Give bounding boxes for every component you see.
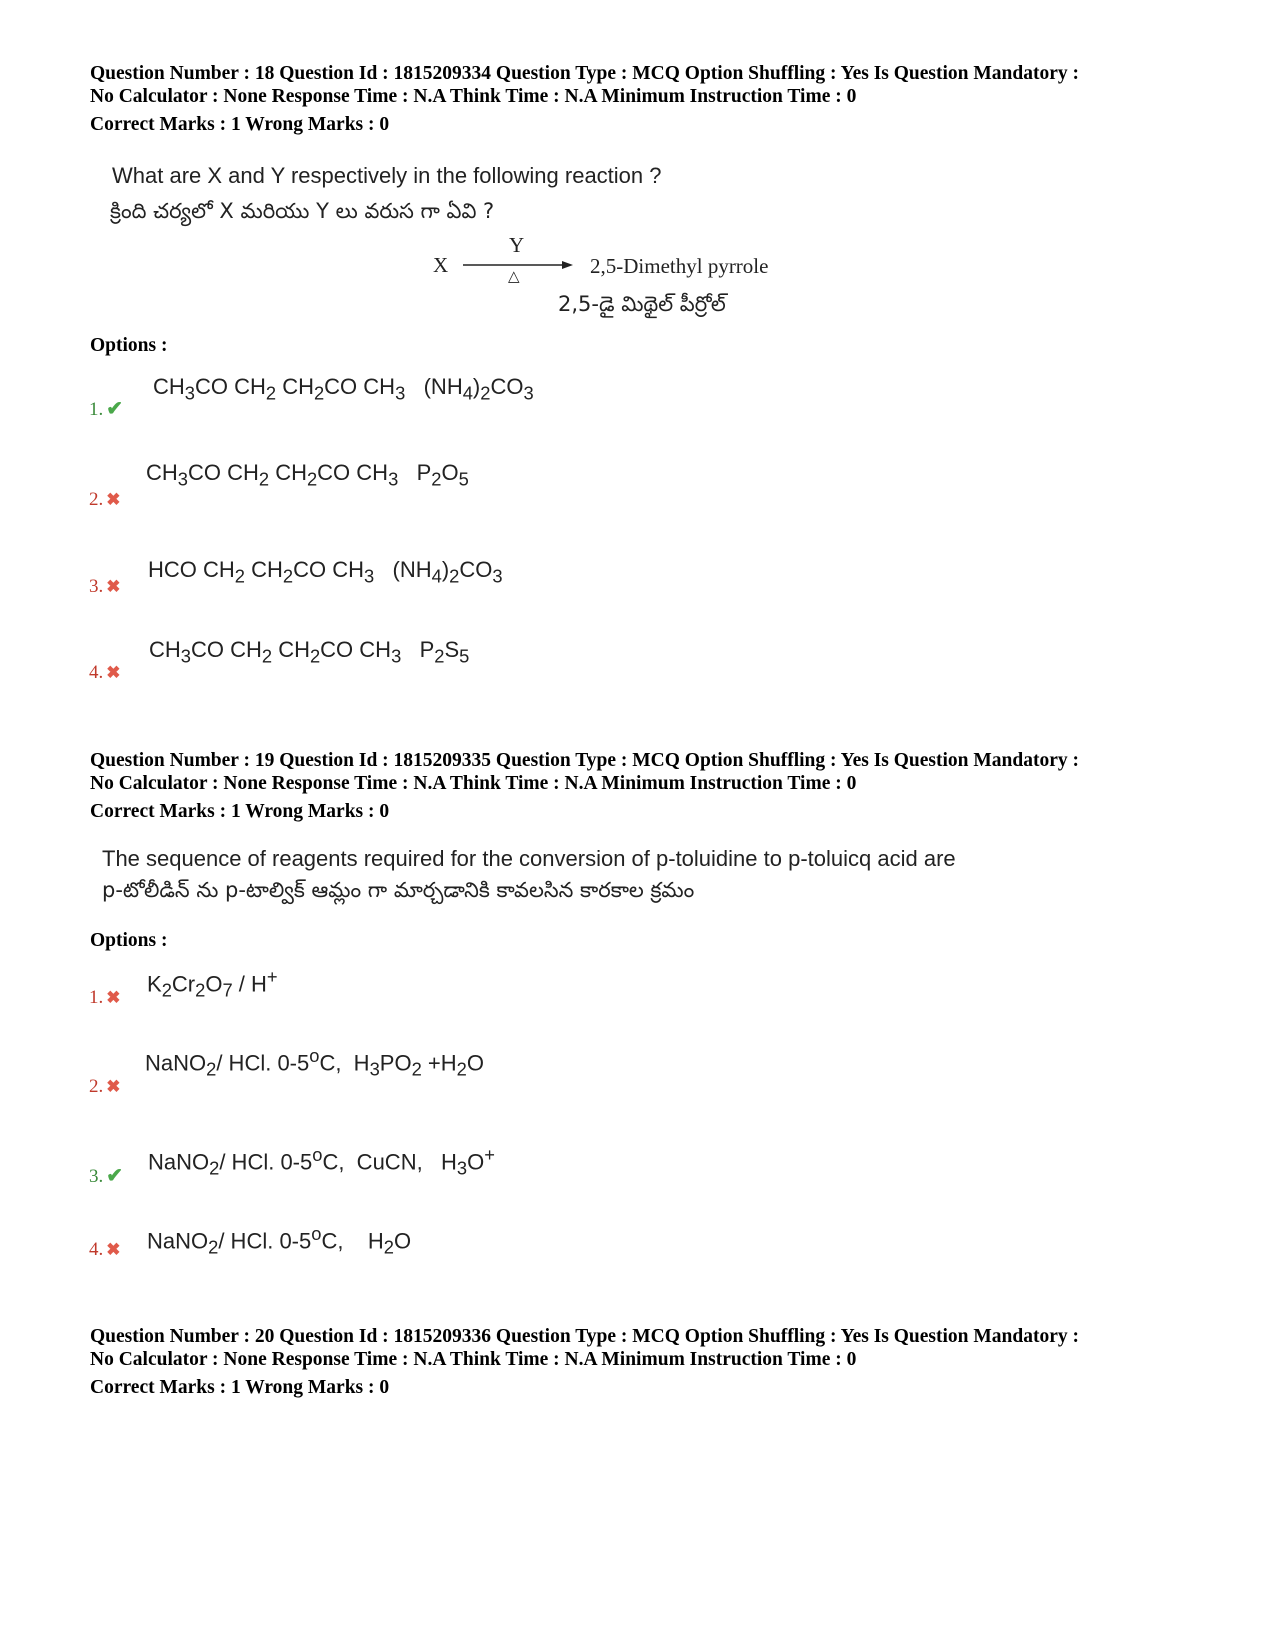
check-icon: ✔ <box>106 1165 124 1187</box>
option-number: 4. ✖ <box>89 1239 121 1260</box>
question-marks: Correct Marks : 1 Wrong Marks : 0 <box>90 801 390 822</box>
option-formula: $CH_3CO$ $CH_2$ $CH_2CO$ $CH_3$ $P_2S_5$ <box>149 637 470 667</box>
option-number: 3. ✖ <box>89 576 121 597</box>
cross-icon: ✖ <box>106 1077 121 1096</box>
question-meta-line1: Question Number : 20 Question Id : 1815209336 Question Type : MCQ Option Shuffling : Yes Is Question Mandatory : <box>90 1326 1079 1347</box>
question-meta-line2: No Calculator : None Response Time : N.A Think Time : N.A Minimum Instruction Time : 0 <box>90 773 857 794</box>
question-marks: Correct Marks : 1 Wrong Marks : 0 <box>90 1377 390 1398</box>
question-meta-line2: No Calculator : None Response Time : N.A Think Time : N.A Minimum Instruction Time : 0 <box>90 86 857 107</box>
option-formula: NaNO$_2$/ HCl. 0-5$^o$C, CuCN, $H_3O^+$ <box>148 1144 495 1179</box>
option-number: 2. ✖ <box>89 489 121 510</box>
option-formula: $CH_3CO$ $CH_2$ $CH_2CO$ $CH_3$ $P_2O_5$ <box>146 460 469 490</box>
option-number: 3. ✔ <box>89 1165 124 1187</box>
product-name: 2,5-Dimethyl pyrrole <box>590 254 769 278</box>
cross-icon: ✖ <box>106 577 121 596</box>
options-label: Options : <box>90 335 168 356</box>
question-text-telugu: p-టోలీడిన్ ను p-టాల్విక్ ఆమ్లం గా మార్చడానికి కావలసిన కారకాల క్రమం <box>102 878 695 902</box>
question-text-telugu: క్రింది చర్యలో X మరియు Y లు వరుస గా ఏవి ? <box>110 199 495 223</box>
cross-icon: ✖ <box>106 663 121 682</box>
question-meta-line2: No Calculator : None Response Time : N.A Think Time : N.A Minimum Instruction Time : 0 <box>90 1349 857 1370</box>
option-formula: $K_2Cr_2O_7 / H^+$ <box>147 966 278 1001</box>
cross-icon: ✖ <box>106 490 121 509</box>
option-number: 2. ✖ <box>89 1076 121 1097</box>
cross-icon: ✖ <box>106 1240 121 1259</box>
option-number: 1. ✔ <box>89 398 124 420</box>
check-icon: ✔ <box>106 398 124 420</box>
question-marks: Correct Marks : 1 Wrong Marks : 0 <box>90 114 390 135</box>
product-name-telugu: 2,5-డై మిథైల్ పీర్రోల్ <box>558 292 726 316</box>
option-number: 4. ✖ <box>89 662 121 683</box>
reagent-y: Y <box>509 233 525 257</box>
question-text-english: The sequence of reagents required for the conversion of p-toluidine to p-toluicq acid are <box>102 846 956 871</box>
question-meta-line1: Question Number : 18 Question Id : 1815209334 Question Type : MCQ Option Shuffling : Yes Is Question Mandatory : <box>90 63 1079 84</box>
question-meta-line1: Question Number : 19 Question Id : 1815209335 Question Type : MCQ Option Shuffling : Yes Is Question Mandatory : <box>90 750 1079 771</box>
option-formula: NaNO$_2$/ HCl. 0-5$^o$C, $H_3PO_2 +H_2O$ <box>145 1045 484 1080</box>
option-number: 1. ✖ <box>89 987 121 1008</box>
options-label: Options : <box>90 930 168 951</box>
option-formula: NaNO$_2$/ HCl. 0-5$^o$C, $H_2O$ <box>147 1223 412 1258</box>
option-formula: $CH_3CO$ $CH_2$ $CH_2CO$ $CH_3$ $(NH_4)_2CO_3$ <box>153 374 534 404</box>
option-formula: HCO $CH_2$ $CH_2CO$ $CH_3$ $(NH_4)_2CO_3$ <box>148 557 503 587</box>
heat-symbol: △ <box>508 269 520 285</box>
reactant-x: X <box>433 253 449 277</box>
cross-icon: ✖ <box>106 988 121 1007</box>
question-text-english: What are X and Y respectively in the following reaction ? <box>112 163 662 188</box>
